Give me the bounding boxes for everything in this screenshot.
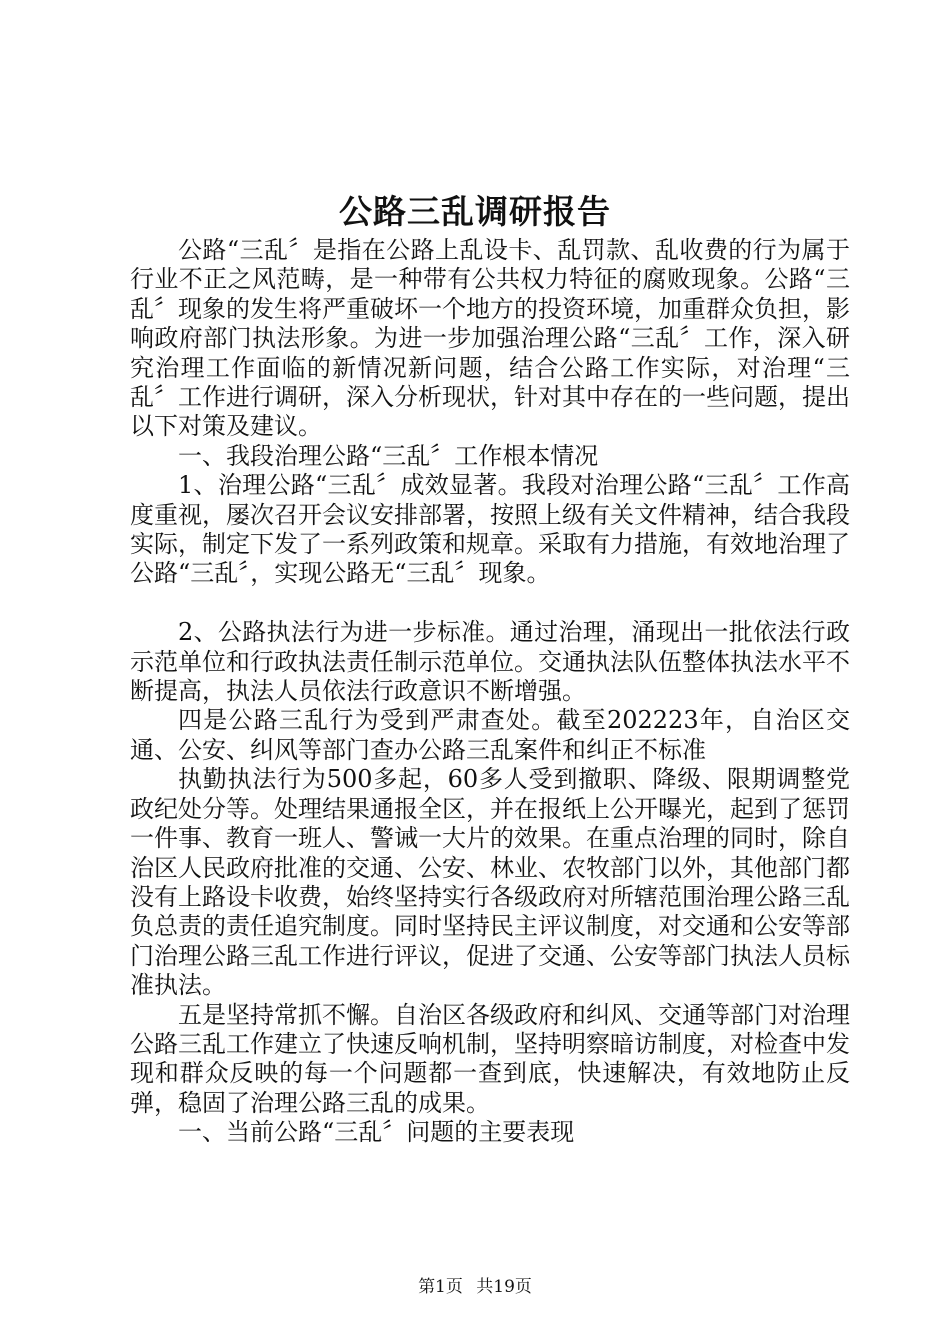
paragraph-item-2: 2、公路执法行为进一步标准。通过治理，涌现出一批依法行政示范单位和行政执法责任制示范单位。交通执法队伍整体执法水平不断提高，执法人员依法行政意识不断增强。 xyxy=(130,618,850,706)
paragraph-item-1: 1、治理公路“三乱〞成效显著。我段对治理公路“三乱〞工作高度重视，屡次召开会议安排部署，按照上级有关文件精神，结合我段实际，制定下发了一系列政策和规章。采取有力措施，有效地治理了公路“三乱〞，实现公路无“三乱〞现象。 xyxy=(130,471,850,588)
page-footer xyxy=(0,1272,950,1297)
paragraph-item-5: 五是坚持常抓不懈。自治区各级政府和纠风、交通等部门对治理公路三乱工作建立了快速反响机制，坚持明察暗访制度，对检查中发现和群众反映的每一个问题都一查到底，快速解决，有效地防止反弹，稳固了治理公路三乱的成果。 xyxy=(130,1000,850,1117)
section-heading-1: 一、我段治理公路“三乱〞工作根本情况 xyxy=(178,441,599,470)
document-title: 公路三乱调研报告 xyxy=(339,192,611,231)
page-number: 第1页 xyxy=(418,1277,463,1297)
paragraph-intro: 公路“三乱〞是指在公路上乱设卡、乱罚款、乱收费的行为属于行业不正之风范畴，是一种带有公共权力特征的腐败现象。公路“三乱〞现象的发生将严重破坏一个地方的投资环境，加重群众负担，影响政府部门执法形象。为进一步加强治理公路“三乱〞工作，深入研究治理工作面临的新情况新问题，结合公路工作实际，对治理“三乱〞工作进行调研，深入分析现状，针对其中存在的一些问题，提出以下对策及建议。 xyxy=(130,236,850,441)
document-body xyxy=(130,236,850,1148)
paragraph-item-4: 四是公路三乱行为受到严肃查处。截至202223年，自治区交通、公安、纠风等部门查办公路三乱案件和纠正不标准 xyxy=(130,706,850,764)
page-total: 共19页 xyxy=(476,1277,532,1297)
paragraph-item-4-continued: 执勤执法行为500多起，60多人受到撤职、降级、限期调整党政纪处分等。处理结果通报全区，并在报纸上公开曝光，起到了惩罚一件事、教育一班人、警诫一大片的效果。在重点治理的同时，除自治区人民政府批准的交通、公安、林业、农牧部门以外，其他部门都没有上路设卡收费，始终坚持实行各级政府对所辖范围治理公路三乱负总责的责任追究制度。同时坚持民主评议制度，对交通和公安等部门治理公路三乱工作进行评议，促进了交通、公安等部门执法人员标准执法。 xyxy=(130,765,850,1000)
section-heading-2: 一、当前公路“三乱〞问题的主要表现 xyxy=(178,1118,575,1147)
